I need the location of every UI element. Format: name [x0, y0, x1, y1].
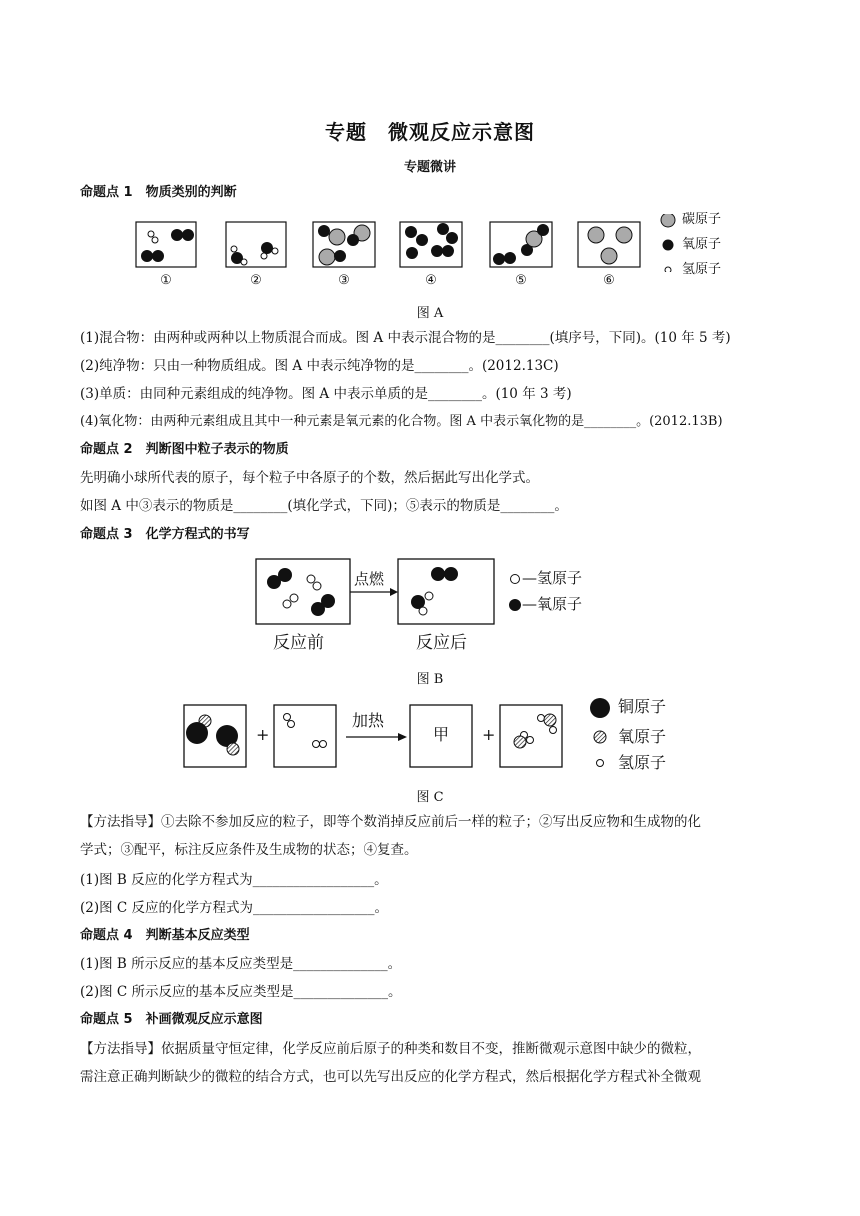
figc-arrow-label: 加热 [352, 711, 385, 730]
section4-heading: 命题点 4 判断基本反应类型 [80, 928, 250, 943]
figc-plus-2: + [482, 725, 496, 744]
section3-heading: 命题点 3 化学方程式的书写 [80, 527, 250, 542]
figa-label-4: ④ [425, 273, 437, 288]
section4-line-1: (1)图 B 所示反应的基本反应类型是______________。 [80, 956, 402, 972]
figb-arrow-label: 点燃 [354, 570, 385, 588]
figa-box-6 [578, 222, 640, 267]
figure-c [178, 693, 618, 775]
figa-label-1: ① [160, 273, 172, 288]
q1-line-1: (1)混合物：由两种或两种以上物质混合而成。图 A 中表示混合物的是________(填序号，下同)。(10 年 5 考) [80, 330, 731, 346]
figa-legend-hydrogen: 氢原子 [682, 262, 722, 277]
figa-legend-carbon: 碳原子 [682, 212, 722, 227]
figa-label-3: ③ [338, 273, 350, 288]
figa-box-1 [136, 222, 196, 267]
q3-line-1: (1)图 B 反应的化学方程式为__________________。 [80, 872, 388, 888]
figb-legend-hydrogen: —氢原子 [522, 569, 583, 587]
q1-line-4: (4)氧化物：由两种元素组成且其中一种元素是氧元素的化合物。图 A 中表示氧化物的是________。(2012.13B) [80, 414, 723, 429]
figc-legend-hydrogen: 氢原子 [618, 753, 667, 772]
figa-legend-oxygen: 氧原子 [682, 237, 722, 252]
section5-line-1: 【方法指导】依据质量守恒定律，化学反应前后原子的种类和数目不变，推断微观示意图中缺少的微粒， [80, 1041, 701, 1057]
figb-after-label: 反应后 [416, 633, 467, 653]
figc-product-label: 甲 [433, 725, 450, 744]
figc-legend-oxygen: 氧原子 [618, 727, 667, 746]
q1-line-3: (3)单质：由同种元素组成的纯净物。图 A 中表示单质的是________。(10 年 3 考) [80, 386, 572, 402]
section5-heading: 命题点 5 补画微观反应示意图 [80, 1012, 263, 1027]
method1-line-2: 学式；③配平，标注反应条件及生成物的状态；④复查。 [80, 842, 418, 858]
section2-line-2: 如图 A 中③表示的物质是________(填化学式，下同)；⑤表示的物质是________。 [80, 498, 568, 514]
figure-a [130, 214, 750, 272]
legend-hydrogen-mark [665, 267, 671, 272]
section2-heading: 命题点 2 判断图中粒子表示的物质 [80, 442, 289, 457]
figb-legend-oxygen: —氧原子 [522, 595, 583, 613]
figc-caption: 图 C [416, 790, 444, 805]
legend-oxygen-mark [663, 240, 674, 251]
figb-before-label: 反应前 [273, 633, 324, 653]
section4-line-2: (2)图 C 所示反应的基本反应类型是______________。 [80, 984, 402, 1000]
figa-label-2: ② [250, 273, 262, 288]
page-subtitle: 专题微讲 [403, 160, 456, 175]
section1-heading: 命题点 1 物质类别的判断 [80, 185, 237, 200]
q1-line-2: (2)纯净物：只由一种物质组成。图 A 中表示纯净物的是________。(2012.13C) [80, 358, 559, 374]
figc-plus-1: + [256, 725, 270, 744]
section5-line-2: 需注意正确判断缺少的微粒的结合方式，也可以先写出反应的化学方程式，然后根据化学方程式补全微观 [80, 1069, 701, 1085]
q3-line-2: (2)图 C 反应的化学方程式为__________________。 [80, 900, 389, 916]
page-title: 专题 微观反应示意图 [325, 120, 535, 144]
figc-legend-copper: 铜原子 [618, 697, 667, 716]
figb-caption: 图 B [416, 672, 444, 687]
figa-caption: 图 A [416, 306, 444, 321]
figa-box-5 [490, 222, 552, 267]
figa-box-4 [400, 222, 462, 267]
legend-carbon-mark [661, 214, 675, 227]
figa-label-6: ⑥ [603, 273, 615, 288]
method1-line-1: 【方法指导】①去除不参加反应的粒子，即等个数消掉反应前后一样的粒子；②写出反应物和生成物的化 [80, 814, 701, 830]
figa-box-2 [226, 222, 286, 267]
figa-box-3 [313, 222, 375, 267]
section2-line-1: 先明确小球所代表的原子，每个粒子中各原子的个数，然后据此写出化学式。 [80, 470, 539, 486]
figa-label-5: ⑤ [515, 273, 527, 288]
figure-b [250, 553, 620, 633]
